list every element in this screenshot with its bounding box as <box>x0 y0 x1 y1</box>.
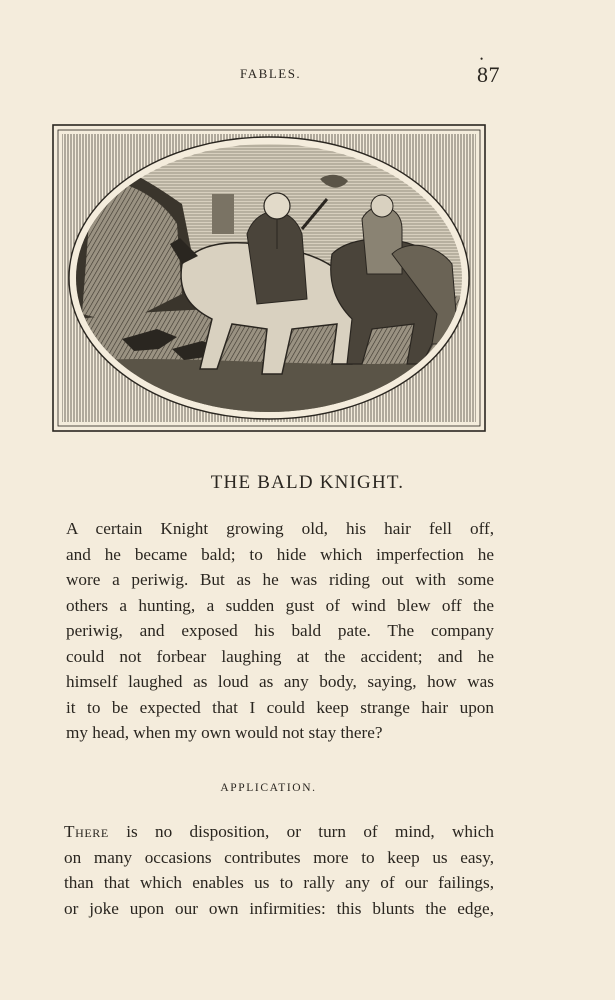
text-line: himself laughed as loud as any body, saying, how was <box>66 672 494 691</box>
text-line: others a hunting, a sudden gust of wind blew off the <box>66 595 494 615</box>
application-heading: APPLICATION. <box>220 782 317 794</box>
fable-paragraph <box>46 516 494 746</box>
text-line: and he became bald; to hide which imperfection he <box>66 544 494 564</box>
text-line: or joke upon our own infirmities: this blunts the edge, <box>64 898 494 918</box>
chapter-title: THE BALD KNIGHT. <box>210 472 405 493</box>
text-line: A certain Knight growing old, his hair fell off, <box>66 519 494 538</box>
text-line: my head, when my own would not stay there? <box>66 723 383 742</box>
running-title: FABLES. <box>240 66 302 81</box>
text-line: on many occasions contributes more to keep us easy, <box>64 847 494 867</box>
text-line: it to be expected that I could keep strange hair upon <box>66 697 494 717</box>
woodcut-illustration <box>52 124 486 432</box>
application-paragraph <box>46 819 494 921</box>
page-number: 87 <box>477 62 500 87</box>
first-word: There <box>64 822 109 841</box>
text-line <box>46 819 494 845</box>
text-line: could not forbear laughing at the accident; and he <box>66 646 494 666</box>
page-mark: • <box>480 54 484 64</box>
text-line: wore a periwig. But as he was riding out with some <box>66 570 494 589</box>
text-line: periwig, and exposed his bald pate. The company <box>66 621 494 640</box>
running-head <box>0 54 615 87</box>
text-line: than that which enables us to rally any of our failings, <box>64 873 494 892</box>
line-rest: is no disposition, or turn of mind, which <box>108 822 494 841</box>
